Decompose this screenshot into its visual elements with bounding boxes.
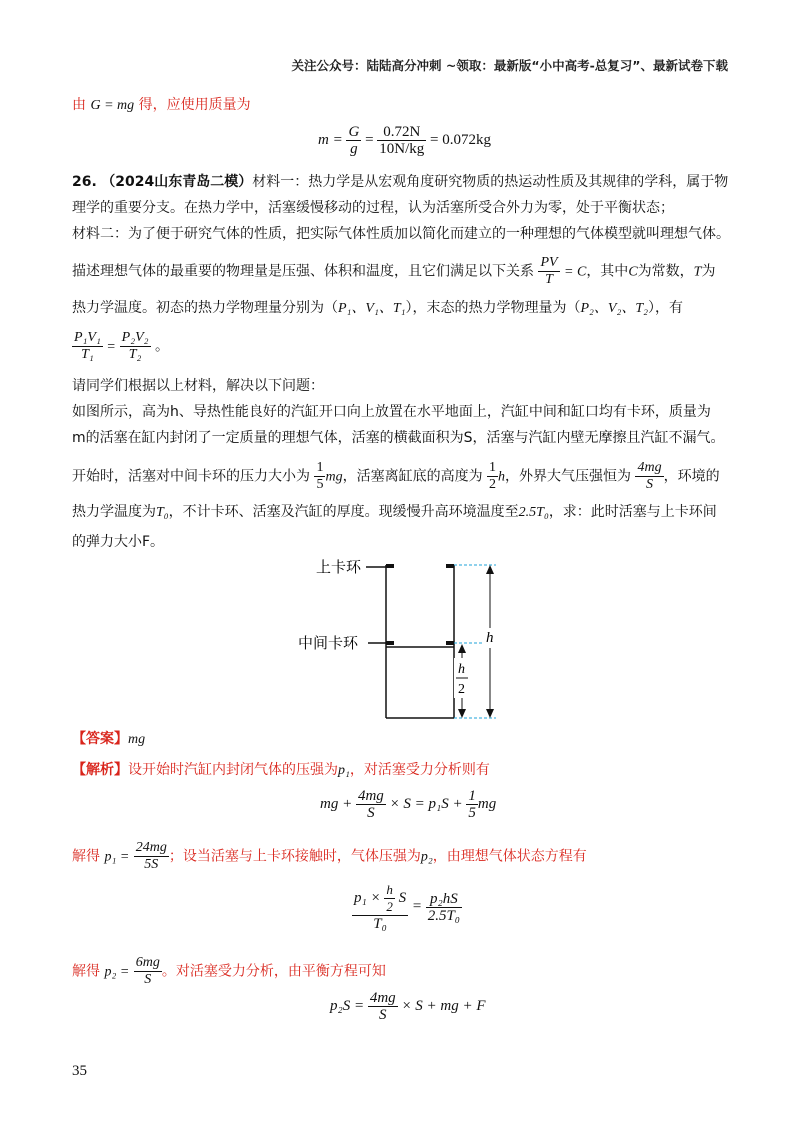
eq-part: p₂S = xyxy=(330,997,365,1014)
answer-value: mg xyxy=(128,732,146,747)
text: 解得 xyxy=(72,848,100,865)
var-h: h xyxy=(498,469,506,485)
var-t: T xyxy=(693,264,702,280)
fraction-1-2: $\frac{1}{2}$ xyxy=(489,460,497,492)
fraction-24mg-5s: $\frac{24mg}{5S}$ xyxy=(135,840,167,872)
text: 。 xyxy=(154,338,169,355)
text: ，求：此时活塞与上卡环间 xyxy=(548,504,717,520)
initial-params: P₁、V₁、T₁ xyxy=(338,301,406,316)
answer-line xyxy=(72,729,145,750)
var-p2: p₂ xyxy=(420,849,433,865)
question-line-8: 如图所示，高为h、导热性能良好的汽缸开口向上放置在水平地面上，汽缸中间和缸口均有卡环，质量为 xyxy=(72,404,711,420)
page-header: 关注公众号：陆陆高分冲刺 ~领取：最新版“小中高考-总复习”、最新试卷下载 xyxy=(291,58,728,73)
fraction-6mg-s: $\frac{6mg}{S}$ xyxy=(135,955,160,987)
question-line-12: 的弹力大小F。 xyxy=(72,534,165,550)
fraction-4mg-s: $\frac{4mg}{S}$ xyxy=(357,788,384,821)
text: 。对活塞受力分析，由平衡方程可知 xyxy=(161,963,386,980)
question-line-1 xyxy=(72,172,728,192)
fraction-lhs: p₁ × $\frac{h}{2}$ S T₀ xyxy=(354,882,407,932)
top-ring-left xyxy=(386,564,394,568)
page-number: 35 xyxy=(72,1063,87,1079)
equation-1 xyxy=(320,788,496,821)
text: ，不计卡环、活塞及汽缸的厚度。现缓慢升高环境温度至 xyxy=(168,504,519,520)
mid-ring-right xyxy=(446,641,454,645)
var-t0: T₀ xyxy=(156,505,169,520)
label-top-ring: 上卡环 xyxy=(316,558,362,576)
prev-prefix: 由 xyxy=(72,97,86,113)
half-arrow-down xyxy=(458,709,466,718)
label-h: h xyxy=(486,630,494,646)
eq-c: = C xyxy=(564,264,587,280)
question-line-6: $\frac{\text{P₁V₁}}{\text{T₁}}$ = $\frac{\text{P₂V₂}}{\text{T₂}}$ 。 xyxy=(74,330,169,362)
var-2-5t0: 2.5T₀ xyxy=(518,505,549,520)
analysis-tag: 【解析】 xyxy=(72,762,128,778)
mass-equation: m = $\frac{G}{g}$ = $\frac{0.72N}{10N/kg}$ = 0.072kg xyxy=(318,124,491,157)
fraction-value: $\frac{0.72N}{10N/kg}$ xyxy=(379,124,425,157)
fraction-1-5: $\frac{1}{5}$ xyxy=(316,460,324,492)
var-c: C xyxy=(628,264,638,280)
eq-part: = xyxy=(411,898,422,915)
fraction-rhs: $\frac{\text{p₂hS}}{\text{2.5T₀}}$ xyxy=(427,890,461,924)
h-arrow-down xyxy=(486,709,494,718)
equation-3 xyxy=(330,990,486,1023)
question-line-10 xyxy=(72,460,720,493)
equation-2 xyxy=(352,882,462,932)
text: 设开始时汽缸内封闭气体的压强为 xyxy=(128,762,338,778)
question-line-4 xyxy=(72,255,715,288)
final-params: P₂、V₂、T₂ xyxy=(580,301,648,316)
analysis-line-3 xyxy=(72,955,386,988)
text: ，环境的 xyxy=(663,468,720,485)
var-p1: p₁ xyxy=(338,763,350,778)
var-p2: p₂ = xyxy=(104,964,130,980)
text: 解得 xyxy=(72,963,100,980)
eq-part: × S = p₁S + xyxy=(389,795,463,812)
text: 热力学温度。初态的热力学物理量分别为（ xyxy=(72,300,338,316)
question-line-9: m的活塞在缸内封闭了一定质量的理想气体，活塞的横截面积为S，活塞与汽缸内壁无摩擦且汽缸不漏气。 xyxy=(72,430,725,446)
text: ），末态的热力学物理量为（ xyxy=(405,300,581,316)
text: ；设当活塞与上卡环接触时，气体压强为 xyxy=(168,848,421,865)
fraction-initial: $\frac{\text{P₁V₁}}{\text{T₁}}$ xyxy=(74,330,101,362)
mid-ring-left xyxy=(386,641,394,645)
question-text: 材料一：热力学是从宏观角度研究物质的热运动性质及其规律的学科，属于物 xyxy=(252,174,729,190)
h-arrow-up xyxy=(486,565,494,574)
question-number: 26. xyxy=(72,174,97,190)
label-half-den: 2 xyxy=(458,682,465,697)
eq-result: = 0.072kg xyxy=(430,131,491,148)
text: ，由理想气体状态方程有 xyxy=(432,848,587,865)
analysis-line-1 xyxy=(72,760,490,781)
answer-tag: 【答案】 xyxy=(72,731,128,747)
text: 描述理想气体的最重要的物理量是压强、体积和温度，且它们满足以下关系 xyxy=(72,263,534,280)
text: 热力学温度为 xyxy=(72,504,156,520)
eq-part: mg + xyxy=(320,795,353,812)
text: 开始时，活塞对中间卡环的压力大小为 xyxy=(72,468,310,485)
var-p1: p₁ = xyxy=(104,849,130,865)
fraction-pv-t: $\frac{PV}{T}$ xyxy=(540,255,558,287)
fraction-g: $\frac{G}{g}$ xyxy=(348,124,360,157)
question-line-3: 材料二：为了便于研究气体的性质，把实际气体性质加以简化而建立的一种理想的气体模型就叫理想气体。 xyxy=(72,226,730,242)
question-line-7: 请同学们根据以上材料，解决以下问题： xyxy=(72,378,324,394)
text: ，其中 xyxy=(586,263,629,280)
eq-part: × S + mg + F xyxy=(401,997,486,1014)
text: ，对活塞受力分析则有 xyxy=(349,762,490,778)
prev-suffix: 得，应使用质量为 xyxy=(138,97,251,113)
analysis-line-2 xyxy=(72,840,587,873)
eq-part: mg xyxy=(477,795,497,812)
text: ，活塞离缸底的高度为 xyxy=(342,468,483,485)
half-arrow-up xyxy=(458,644,466,653)
eq-lhs: m = xyxy=(318,131,343,148)
question-line-2: 理学的重要分支。在热力学中，活塞缓慢移动的过程，认为活塞所受合外力为零，处于平衡状态； xyxy=(72,200,674,216)
fraction-4mg-s: $\frac{4mg}{S}$ xyxy=(637,460,662,492)
text: ），有 xyxy=(648,300,683,316)
top-ring-right xyxy=(446,564,454,568)
prev-line xyxy=(72,95,251,116)
fraction-1-5: $\frac{1}{5}$ xyxy=(468,788,476,821)
cylinder-diagram xyxy=(290,550,510,730)
text: ，外界大气压强恒为 xyxy=(505,468,632,485)
label-mid-ring: 中间卡环 xyxy=(298,634,359,652)
formula-g-mg: G = mg xyxy=(90,98,135,113)
question-line-11 xyxy=(72,502,717,523)
var-mg: mg xyxy=(325,469,343,485)
question-source: （2024山东青岛二模） xyxy=(101,174,253,190)
fraction-final: $\frac{\text{P₂V₂}}{\text{T₂}}$ xyxy=(121,330,149,362)
question-line-5 xyxy=(72,298,683,319)
text: 为 xyxy=(701,263,716,280)
fraction-4mg-s: $\frac{4mg}{S}$ xyxy=(369,990,396,1023)
label-half-num: h xyxy=(458,662,465,677)
text: 为常数， xyxy=(637,263,694,280)
